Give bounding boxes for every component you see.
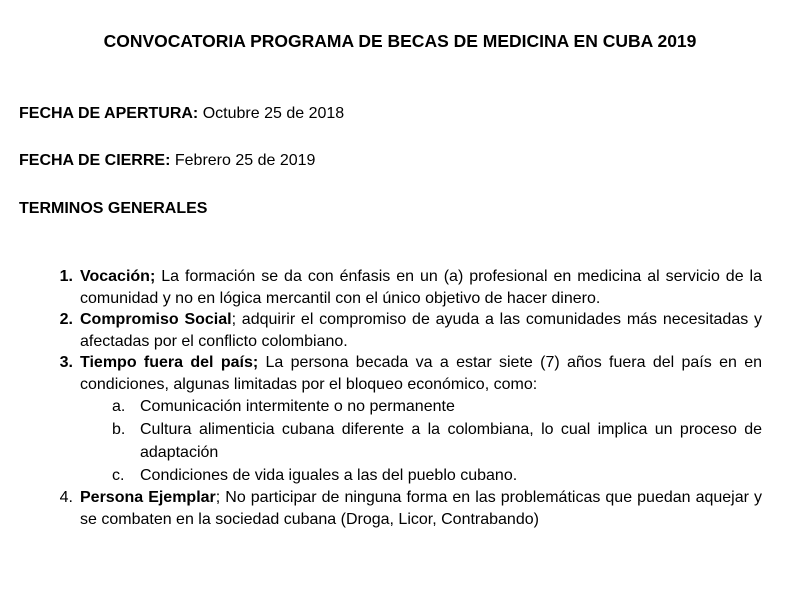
- closing-date-label: FECHA DE CIERRE:: [19, 152, 171, 169]
- opening-date-label: FECHA DE APERTURA:: [19, 105, 199, 122]
- list-item-number: 4.: [59, 489, 73, 506]
- sub-list-item: [112, 464, 762, 487]
- list-item-lead: Persona Ejemplar: [80, 489, 216, 506]
- list-item-lead: Vocación;: [80, 268, 156, 285]
- sub-list-text: Cultura alimenticia cubana diferente a la colombiana, lo cual implica un proceso de adaptación: [140, 421, 762, 461]
- sub-list-text: Comunicación intermitente o no permanente: [140, 398, 455, 415]
- list-item-text: La persona becada va a estar siete (7) años fuera del país en en condiciones, algunas limitadas por el bloqueo económico, como:: [80, 354, 763, 393]
- terms-list: [0, 266, 800, 530]
- closing-date-value: Febrero 25 de 2019: [174, 152, 316, 169]
- list-item-lead: Tiempo fuera del país;: [80, 354, 259, 371]
- sub-list-letter: a.: [112, 398, 126, 415]
- list-item-text: ; No participar de ninguna forma en las problemáticas que puedan aquejar y se combaten en la sociedad cubana (Droga, Licor, Contrabando): [80, 489, 763, 528]
- sub-list-letter: c.: [112, 467, 125, 484]
- list-item-text: ; adquirir el compromiso de ayuda a las comunidades más necesitadas y afectadas por el conflicto colombiano.: [80, 311, 762, 350]
- general-terms-heading: TERMINOS GENERALES: [19, 200, 208, 217]
- closing-date-line: [19, 150, 315, 172]
- list-item: [59, 266, 762, 309]
- list-item-number: 1.: [59, 268, 73, 285]
- sub-list-item: [112, 418, 762, 464]
- sub-list: [80, 395, 762, 487]
- list-item-number: 3.: [59, 354, 73, 371]
- sub-list-letter: b.: [112, 421, 126, 438]
- document-title: CONVOCATORIA PROGRAMA DE BECAS DE MEDICINA EN CUBA 2019: [103, 31, 697, 51]
- list-item-text: La formación se da con énfasis en un (a) profesional en medicina al servicio de la comunidad y no en lógica mercantil con el único objetivo de hacer dinero.: [80, 268, 762, 307]
- list-item: [59, 487, 763, 530]
- list-item-number: 2.: [59, 311, 73, 328]
- opening-date-value: Octubre 25 de 2018: [202, 105, 345, 122]
- list-item: [59, 309, 762, 352]
- list-item-lead: Compromiso Social: [80, 311, 232, 328]
- sub-list-text: Condiciones de vida iguales a las del pueblo cubano.: [140, 467, 518, 484]
- list-item: [59, 352, 763, 487]
- sub-list-item: [112, 395, 762, 418]
- opening-date-line: [19, 103, 344, 125]
